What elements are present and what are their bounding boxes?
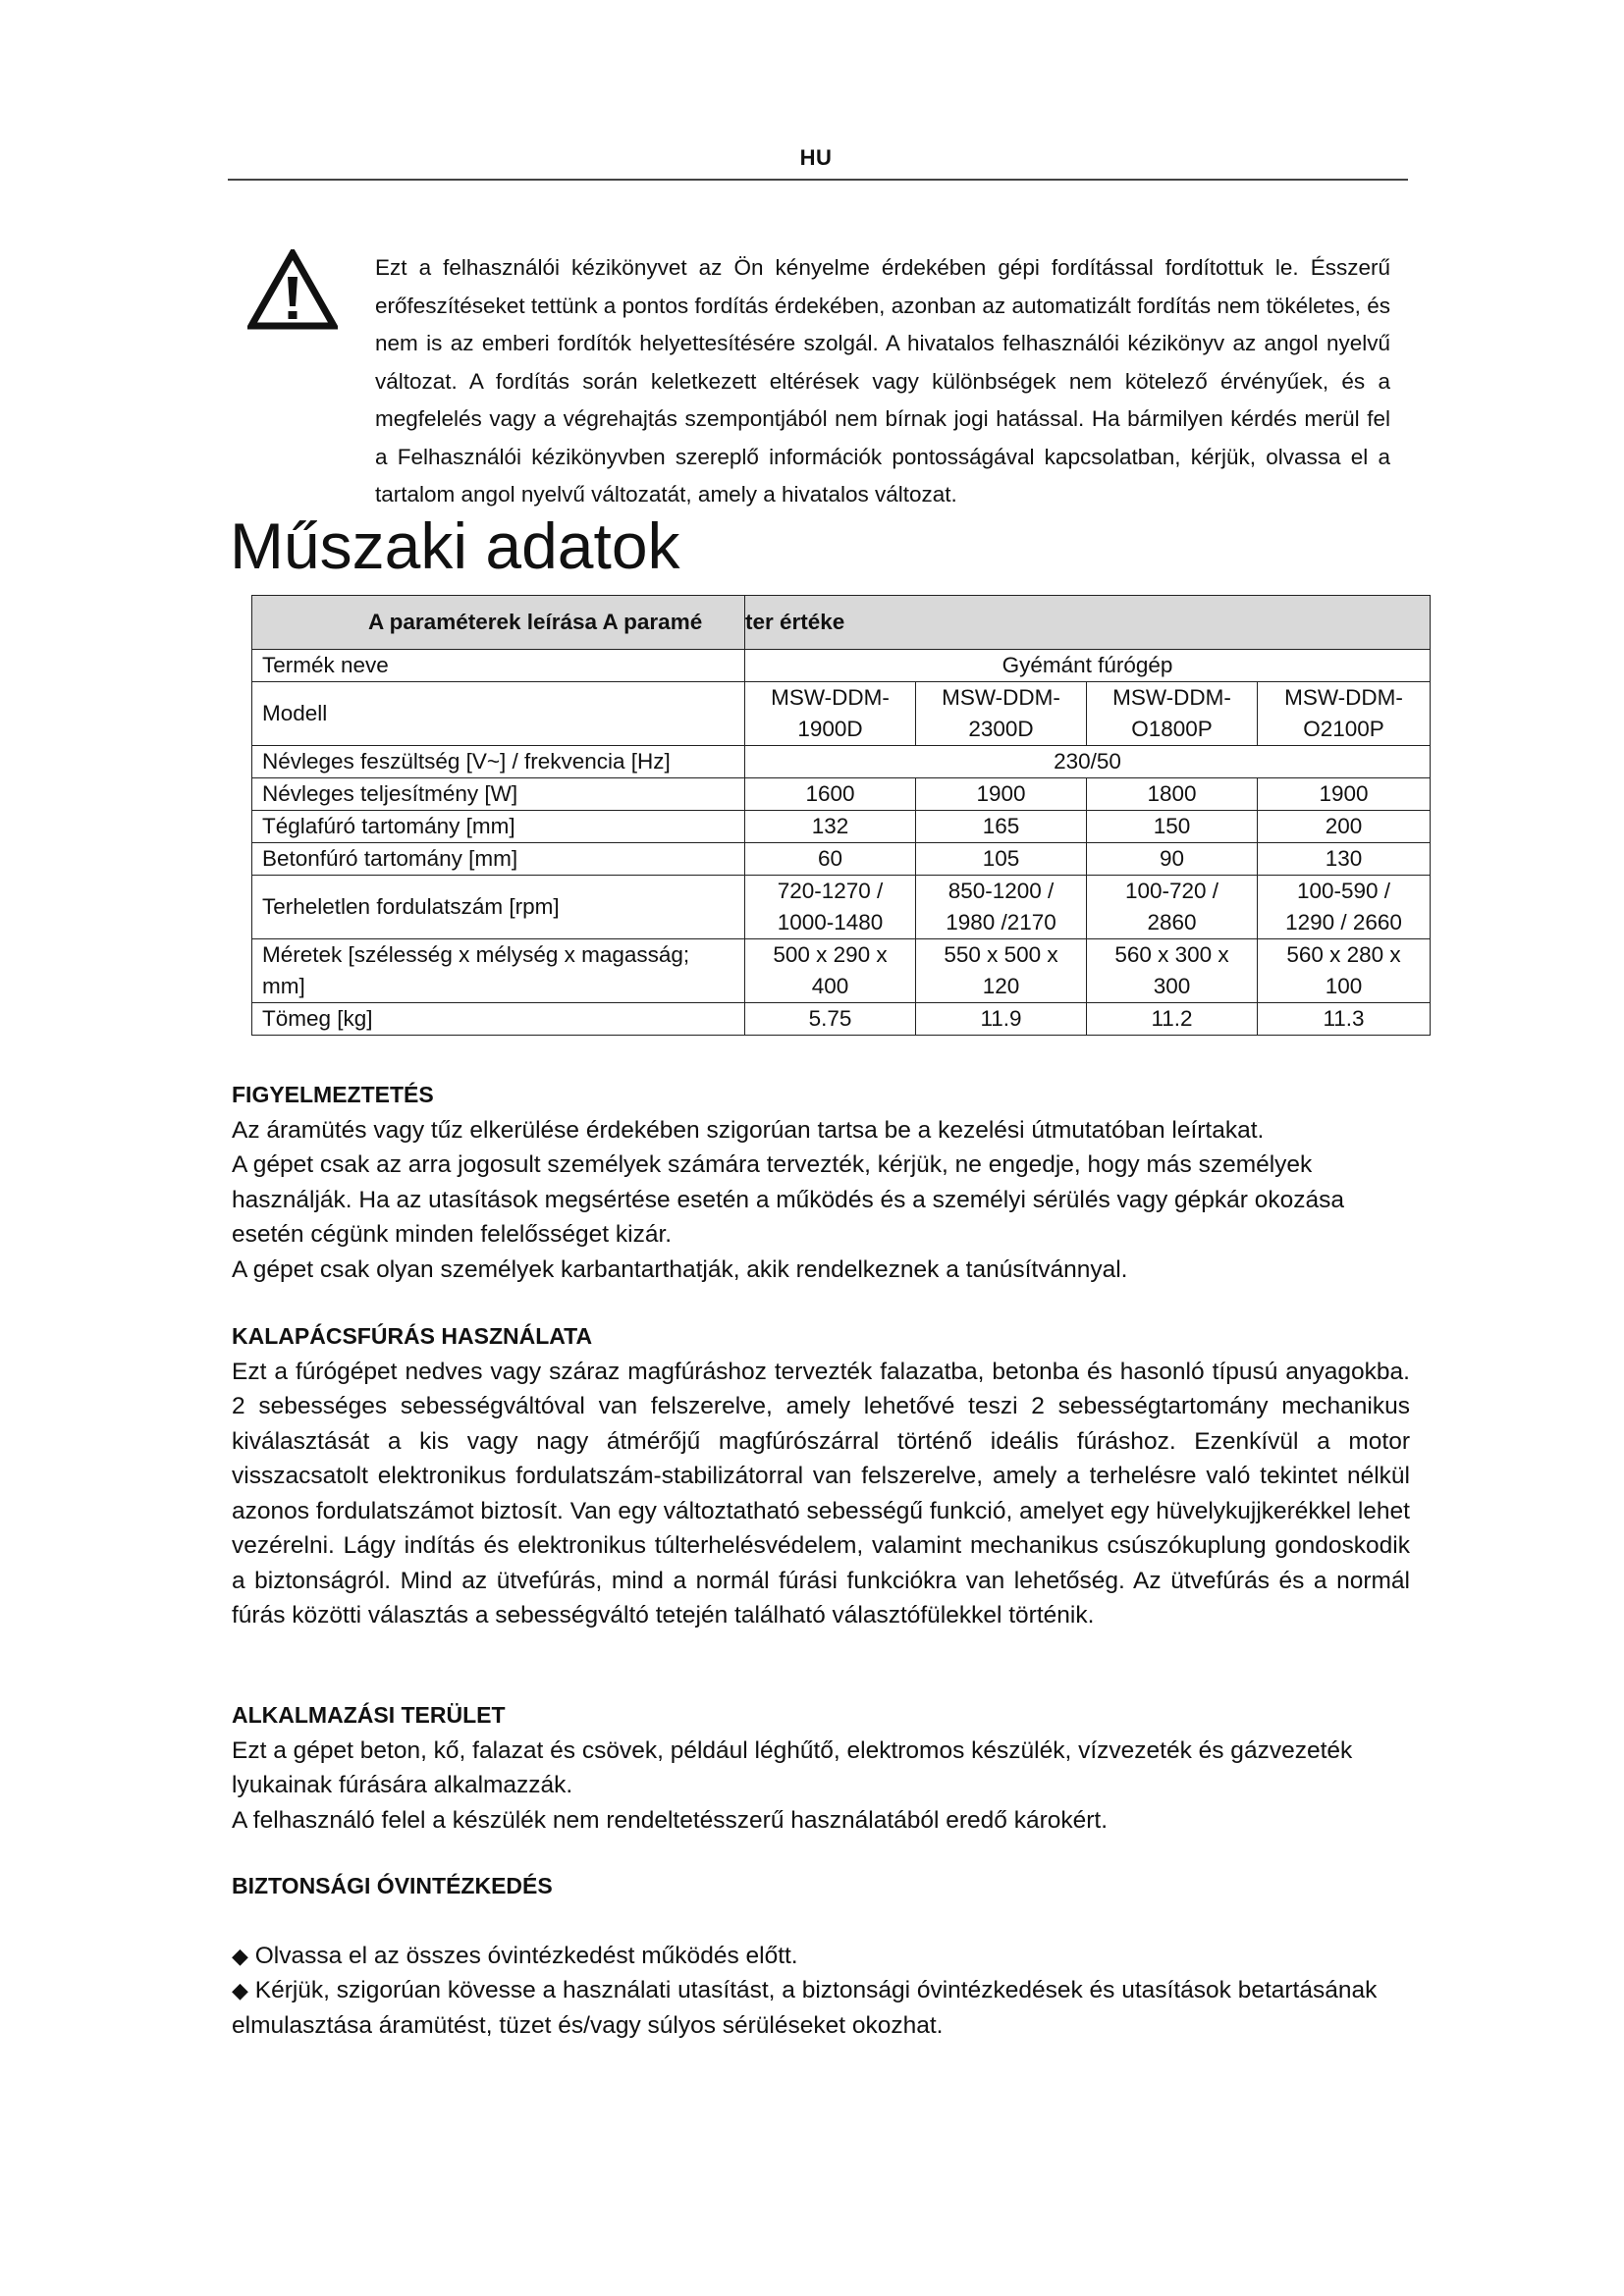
hammer-drilling-section [232, 1319, 1410, 1633]
table-row-dimensions [252, 939, 1431, 1003]
model-cell: MSW-DDM- O2100P [1258, 682, 1431, 746]
speed-cell: 100-590 / 1290 / 2660 [1258, 876, 1431, 939]
diamond-bullet-icon: ◆ [232, 1978, 248, 2002]
row-value: 130 [1258, 843, 1431, 876]
language-header: HU [799, 145, 833, 170]
row-value: 1900 [916, 778, 1087, 811]
weight-label: Tömeg [kg] [252, 1003, 745, 1036]
row-value: 1800 [1087, 778, 1258, 811]
page-title: Műszaki adatok [230, 509, 680, 582]
diamond-bullet-icon: ◆ [232, 1943, 248, 1968]
table-row-power [252, 778, 1431, 811]
speed-cell: 720-1270 / 1000-1480 [745, 876, 916, 939]
header-right [745, 596, 1431, 650]
row-value: 200 [1258, 811, 1431, 843]
row-value: 165 [916, 811, 1087, 843]
spec-table-header [252, 596, 1431, 650]
warning-triangle-icon [247, 249, 338, 330]
row-value: 132 [745, 811, 916, 843]
application-section [232, 1698, 1410, 1838]
speed-cell: 100-720 / 2860 [1087, 876, 1258, 939]
safety-bullet-item: ◆ Olvassa el az összes óvintézkedést működés előtt. [232, 1942, 798, 1969]
application-heading: ALKALMAZÁSI TERÜLET [232, 1702, 506, 1728]
spacer [232, 1904, 1410, 1939]
warning-heading: FIGYELMEZTETÉS [232, 1082, 434, 1107]
table-row-speed [252, 876, 1431, 939]
warning-paragraph: Az áramütés vagy tűz elkerülése érdekében szigorúan tartsa be a kezelési útmutatóban leírtakat. [232, 1116, 1265, 1144]
dims-cell: 560 x 300 x 300 [1087, 939, 1258, 1003]
row-value: 60 [745, 843, 916, 876]
table-row-model [252, 682, 1431, 746]
table-row-product [252, 650, 1431, 682]
warning-section [232, 1078, 1410, 1287]
application-paragraph: A felhasználó felel a készülék nem rendeltetésszerű használatából eredő károkért. [232, 1806, 1109, 1834]
header-divider [228, 179, 1408, 181]
row-value: 90 [1087, 843, 1258, 876]
row-label: Betonfúró tartomány [mm] [252, 843, 745, 876]
row-value: 1900 [1258, 778, 1431, 811]
row-value: 150 [1087, 811, 1258, 843]
dims-cell: 560 x 280 x 100 [1258, 939, 1431, 1003]
table-row-weight [252, 1003, 1431, 1036]
header-right-part2: ter értéke [745, 610, 845, 634]
table-row-voltage [252, 746, 1431, 778]
weight-value: 11.3 [1258, 1003, 1431, 1036]
weight-value: 5.75 [745, 1003, 916, 1036]
spec-table [251, 595, 1431, 1036]
voltage-label: Névleges feszültség [V~] / frekvencia [Hz] [252, 746, 745, 778]
application-paragraph: Ezt a gépet beton, kő, falazat és csövek, például léghűtő, elektromos készülék, vízvezeték és gázvezeték lyukainak fúrására alkalmazzák. [232, 1736, 1353, 1798]
hammer-paragraph: Ezt a fúrógépet nedves vagy száraz magfúráshoz tervezték falazatba, betonba és hasonló típusú anyagokba. 2 sebességes sebességváltóval van felszerelve, amely lehetővé teszi 2 sebességtartomány mechanikus kiválasztását a kis vagy nagy átmérőjű magfúrószárral történő ideális fúráshoz. Ezenkívül a motor visszacsatolt elektronikus fordulatszám-stabilizátorral van felszerelve, amely a terhelésre való tekintet nélkül azonos fordulatszámot biztosít. Van egy változtatható sebességű funkció, amelyet egy hüvelykujjkerékkel lehet vezérelni. Lágy indítás és elektronikus túlterhelésvédelem, valamint mechanikus csúszókuplung gondoskodik a biztonságról. Mind az ütvefúrás, mind a normál fúrási funkciókra van lehetőség. Az ütvefúrás és a normál fúrás közötti választás a sebességváltó tetején található választófülekkel történik. [232, 1358, 1410, 1629]
warning-paragraph: A gépet csak az arra jogosult személyek számára tervezték, kérjük, ne engedje, hogy más személyek használják. Ha az utasítások megsértése esetén a működés és a személyi sérülés vagy gépkár okozása esetén cégünk minden felelősséget kizár. [232, 1151, 1345, 1248]
row-label: Téglafúró tartomány [mm] [252, 811, 745, 843]
model-cell: MSW-DDM- 1900D [745, 682, 916, 746]
hammer-heading: KALAPÁCSFÚRÁS HASZNÁLATA [232, 1323, 593, 1349]
voltage-value: 230/50 [745, 746, 1431, 778]
safety-section [232, 1869, 1410, 2043]
header-right-part1: A paramé [602, 610, 703, 634]
safety-heading: BIZTONSÁGI ÓVINTÉZKEDÉS [232, 1873, 553, 1898]
weight-value: 11.2 [1087, 1003, 1258, 1036]
row-label: Névleges teljesítmény [W] [252, 778, 745, 811]
row-value: 105 [916, 843, 1087, 876]
table-row-brick [252, 811, 1431, 843]
speed-label: Terheletlen fordulatszám [rpm] [252, 876, 745, 939]
safety-bullet-item: ◆ Kérjük, szigorúan kövesse a használati utasítást, a biztonsági óvintézkedések és utasítások betartásának elmulasztása áramütést, tüzet és/vagy súlyos sérüléseket okozhat. [232, 1977, 1378, 2039]
dims-cell: 500 x 290 x 400 [745, 939, 916, 1003]
speed-cell: 850-1200 / 1980 /2170 [916, 876, 1087, 939]
warning-paragraph: A gépet csak olyan személyek karbantarthatják, akik rendelkeznek a tanúsítvánnyal. [232, 1255, 1128, 1283]
row-value: 1600 [745, 778, 916, 811]
header-left: A paraméterek leírása A paramé [252, 596, 745, 650]
table-row-concrete [252, 843, 1431, 876]
model-cell: MSW-DDM- O1800P [1087, 682, 1258, 746]
dims-cell: 550 x 500 x 120 [916, 939, 1087, 1003]
product-label: Termék neve [252, 650, 745, 682]
weight-value: 11.9 [916, 1003, 1087, 1036]
dims-label: Méretek [szélesség x mélység x magasság; mm] [252, 939, 745, 1003]
translation-disclaimer: Ezt a felhasználói kézikönyvet az Ön kényelme érdekében gépi fordítással fordítottuk le. Ésszerű erőfeszítéseket tettünk a pontos fordítás érdekében, azonban az automatizált fordítás nem tökéletes, és nem is az emberi fordítók helyettesítésére szolgál. A hivatalos felhasználói kézikönyv az angol nyelvű változat. A fordítás során keletkezett eltérések vagy különbségek nem kötelező érvényűek, és a megfelelés vagy a végrehajtás szempontjából nem bírnak jogi hatással. Ha bármilyen kérdés merül fel a Felhasználói kézikönyvben szereplő információk pontosságával kapcsolatban, kérjük, olvassa el a tartalom angol nyelvű változatát, amely a hivatalos változat. [375, 255, 1390, 507]
model-cell: MSW-DDM- 2300D [916, 682, 1087, 746]
product-value: Gyémánt fúrógép [745, 650, 1431, 682]
model-label: Modell [252, 682, 745, 746]
